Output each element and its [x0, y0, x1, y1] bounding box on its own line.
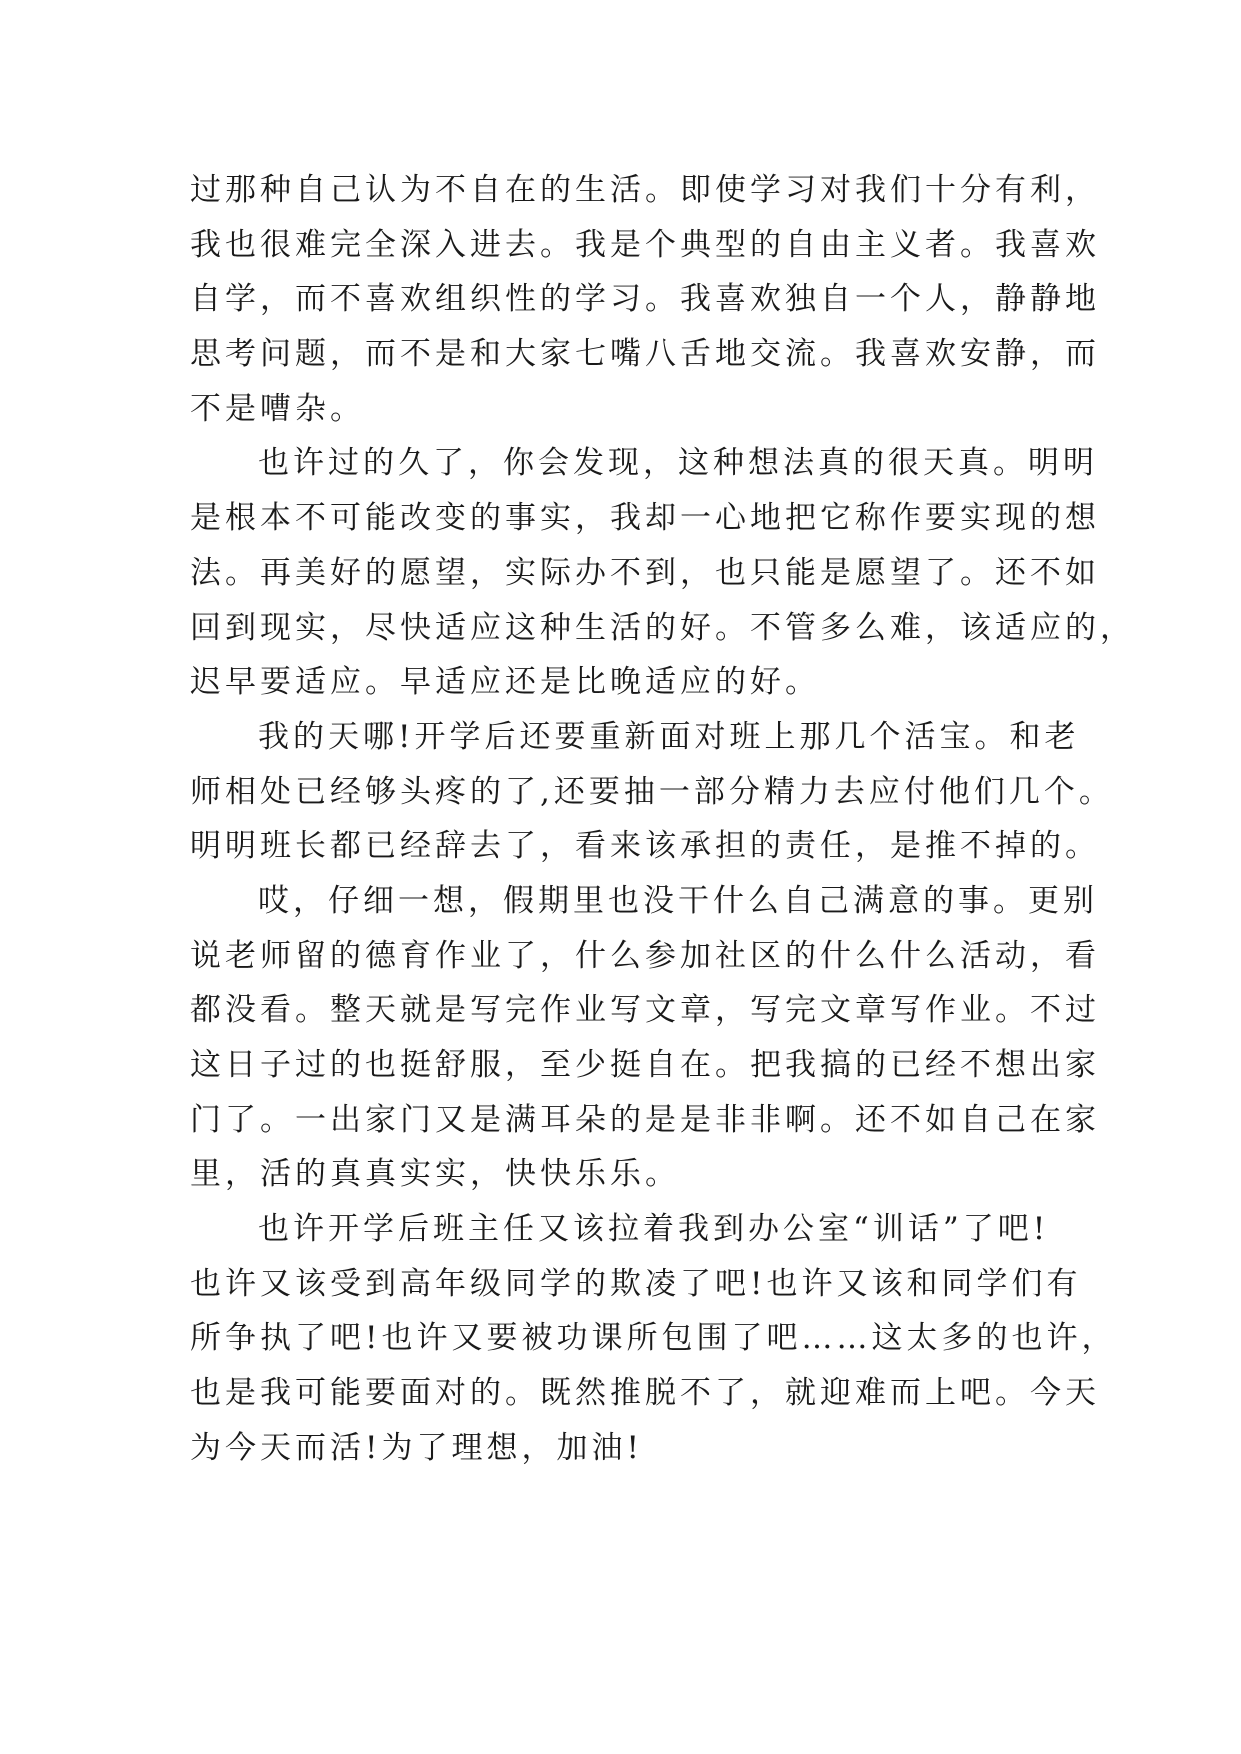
text-line: 也许又该受到高年级同学的欺凌了吧!也许又该和同学们有 [190, 1265, 1082, 1302]
text-line: 我也很难完全深入进去。我是个典型的自由主义者。我喜欢 [190, 226, 1100, 263]
text-line: 为今天而活!为了理想，加油! [190, 1429, 643, 1466]
text-line: 回到现实，尽快适应这种生活的好。不管多么难，该适应的， [190, 609, 1135, 646]
paragraph-first-line: 哎，仔细一想，假期里也没干什么自己满意的事。更别 [258, 882, 1098, 919]
text-line: 自学，而不喜欢组织性的学习。我喜欢独自一个人，静静地 [190, 281, 1100, 318]
body-text [190, 163, 1135, 1476]
text-line: 法。再美好的愿望，实际办不到，也只能是愿望了。还不如 [190, 554, 1100, 591]
text-line: 说老师留的德育作业了，什么参加社区的什么什么活动，看 [190, 937, 1100, 974]
text-line: 明明班长都已经辞去了，看来该承担的责任，是推不掉的。 [190, 828, 1100, 865]
text-line: 迟早要适应。早适应还是比晚适应的好。 [190, 664, 820, 701]
text-line: 是根本不可能改变的事实，我却一心地把它称作要实现的想 [190, 500, 1100, 537]
paragraph-first-line: 也许过的久了，你会发现，这种想法真的很天真。明明 [258, 445, 1098, 482]
text-line: 门了。一出家门又是满耳朵的是是非非啊。还不如自己在家 [190, 1101, 1100, 1138]
text-line: 师相处已经够头疼的了,还要抽一部分精力去应付他们几个。 [190, 773, 1114, 810]
text-line: 思考问题，而不是和大家七嘴八舌地交流。我喜欢安静，而 [190, 336, 1100, 373]
paragraph-first-line: 也许开学后班主任又该拉着我到办公室“训话”了吧! [258, 1211, 1050, 1248]
paragraph-first-line: 我的天哪!开学后还要重新面对班上那几个活宝。和老 [258, 718, 1080, 755]
text-line: 都没看。整天就是写完作业写文章，写完文章写作业。不过 [190, 992, 1100, 1029]
text-line: 所争执了吧!也许又要被功课所包围了吧……这太多的也许， [190, 1320, 1117, 1357]
text-line: 不是嘈杂。 [190, 390, 365, 427]
text-line: 过那种自己认为不自在的生活。即使学习对我们十分有利， [190, 172, 1100, 208]
text-line: 这日子过的也挺舒服，至少挺自在。把我搞的已经不想出家 [190, 1047, 1100, 1083]
text-line: 也是我可能要面对的。既然推脱不了，就迎难而上吧。今天 [190, 1375, 1100, 1412]
text-line: 里，活的真真实实，快快乐乐。 [190, 1156, 680, 1193]
